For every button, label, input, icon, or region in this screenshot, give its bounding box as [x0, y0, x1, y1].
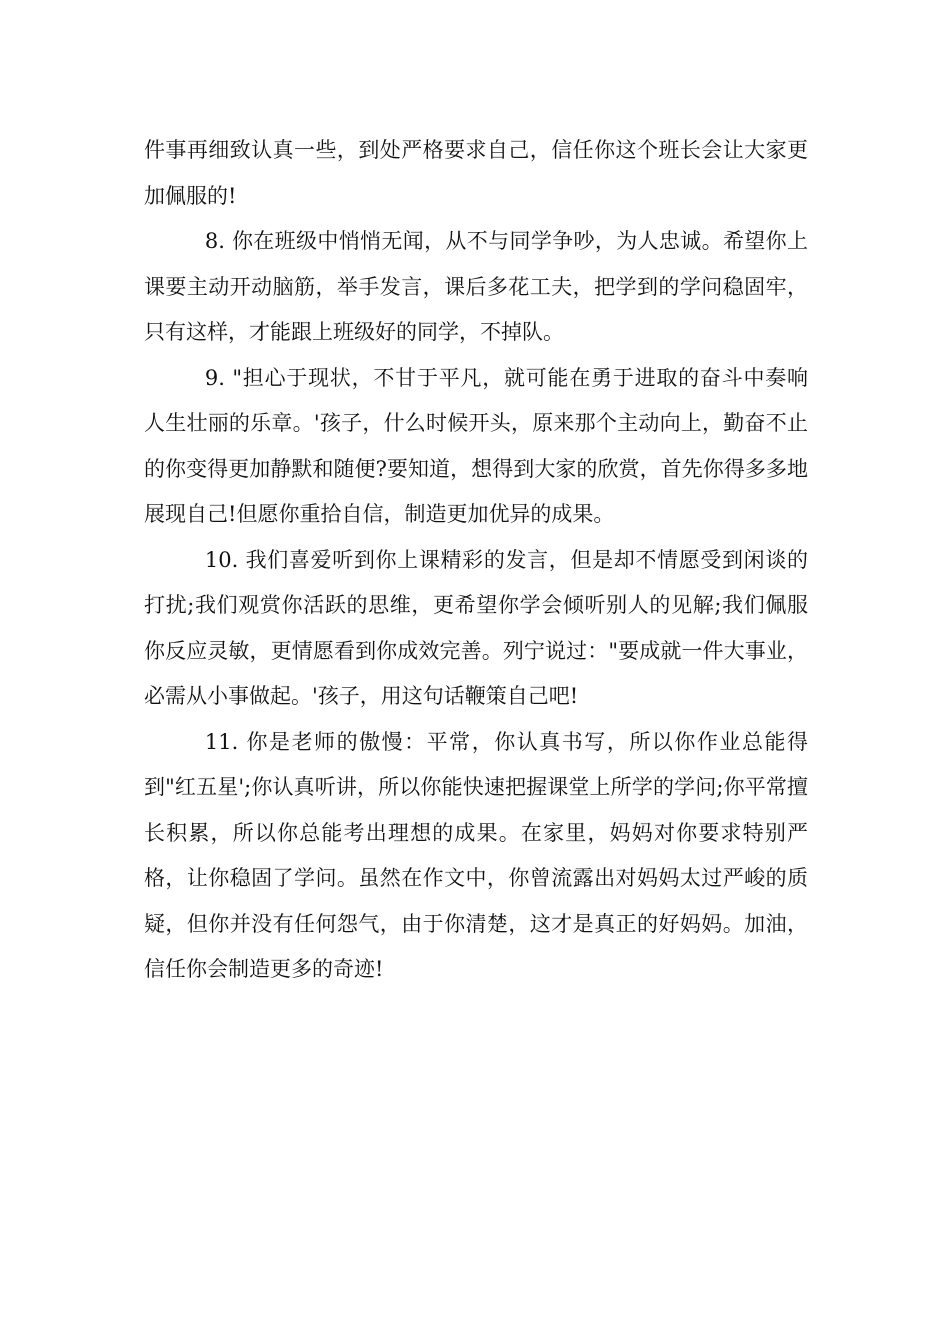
paragraph-item-9: 9. "担心于现状，不甘于平凡，就可能在勇于进取的奋斗中奏响人生壮丽的乐章。'孩子，什么时候开头，原来那个主动向上，勤奋不止的你变得更加静默和随便?要知道，想得到大家的欣赏，首先你得多多地展现自己!但愿你重拾自信，制造更加优异的成果。 [144, 365, 808, 526]
paragraph-item-8: 8. 你在班级中悄悄无闻，从不与同学争吵，为人忠诚。希望你上课要主动开动脑筋，举手发言，课后多花工夫，把学到的学问稳固牢，只有这样，才能跟上班级好的同学，不掉队。 [144, 229, 808, 344]
document-body [144, 128, 808, 993]
paragraph-item-11: 11. 你是老师的傲慢：平常，你认真书写，所以你作业总能得到"红五星';你认真听讲，所以你能快速把握课堂上所学的学问;你平常擅长积累，所以你总能考出理想的成果。在家里，妈妈对你要求特别严格，让你稳固了学问。虽然在作文中，你曾流露出对妈妈太过严峻的质疑，但你并没有任何怨气，由于你清楚，这才是真正的好妈妈。加油，信任你会制造更多的奇迹! [144, 729, 808, 981]
paragraph-item-10: 10. 我们喜爱听到你上课精彩的发言，但是却不情愿受到闲谈的打扰;我们观赏你活跃的思维，更希望你学会倾听别人的见解;我们佩服你反应灵敏，更情愿看到你成效完善。列宁说过："要成就一件大事业，必需从小事做起。'孩子，用这句话鞭策自己吧! [144, 547, 808, 708]
paragraph-continuation: 件事再细致认真一些，到处严格要求自己，信任你这个班长会让大家更加佩服的! [144, 138, 808, 208]
